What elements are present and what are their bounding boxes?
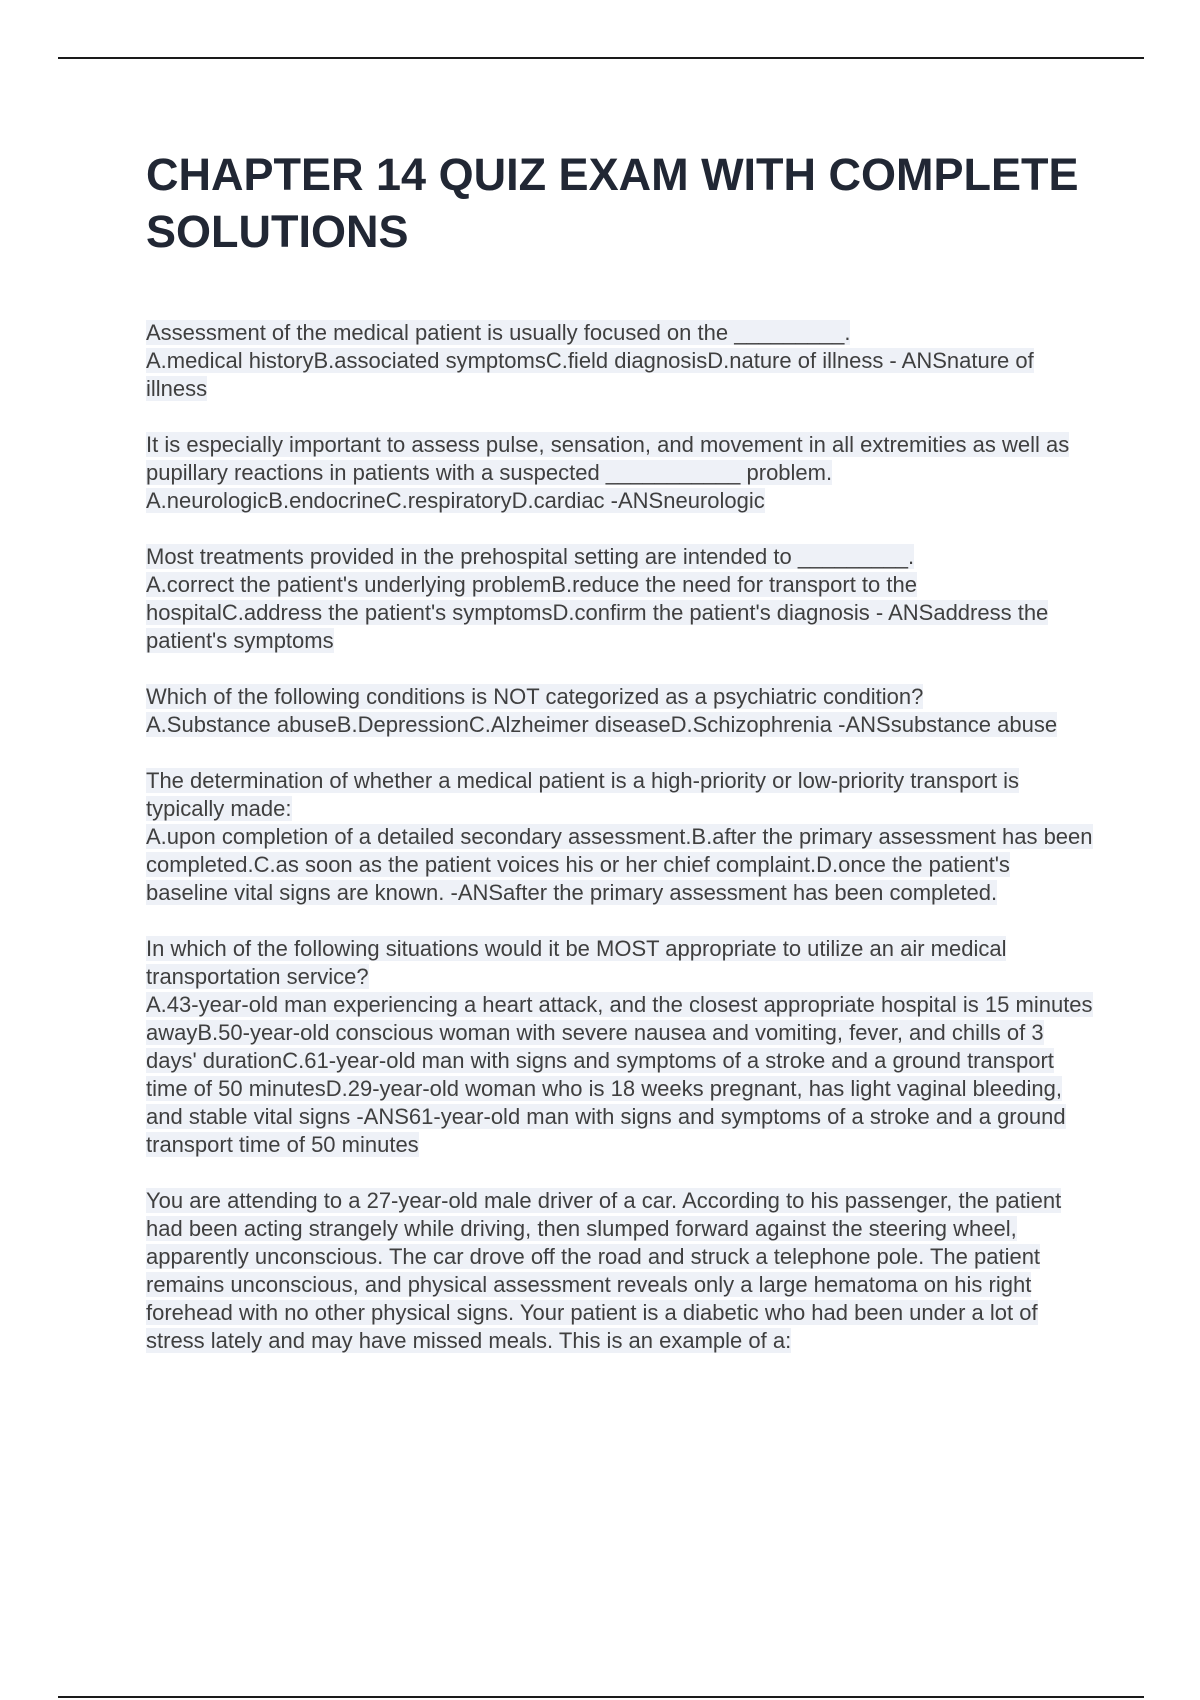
footer-rule bbox=[58, 1696, 1144, 1698]
question-item bbox=[146, 543, 1096, 655]
question-text: You are attending to a 27-year-old male driver of a car. According to his passenger, the patient had been acting strangely while driving, then slumped forward against the steering wheel, apparently unconscious. The car drove off the road and struck a telephone pole. The patient remains unconscious, and physical assessment reveals only a large hematoma on his right forehead with no other physical signs. Your patient is a diabetic who had been under a lot of stress lately and may have missed meals. This is an example of a: bbox=[146, 1188, 1062, 1353]
answer-text: A.correct the patient's underlying problemB.reduce the need for transport to the hospitalC.address the patient's symptomsD.confirm the patient's diagnosis - ANSaddress the patient's symptoms bbox=[146, 572, 1049, 653]
question-item bbox=[146, 1187, 1096, 1355]
page-title: CHAPTER 14 QUIZ EXAM WITH COMPLETE SOLUTIONS bbox=[146, 149, 1079, 257]
question-item bbox=[146, 767, 1096, 907]
question-text: Which of the following conditions is NOT categorized as a psychiatric condition? bbox=[146, 684, 924, 709]
question-text: Most treatments provided in the prehospital setting are intended to _________. bbox=[146, 544, 915, 569]
question-text: It is especially important to assess pulse, sensation, and movement in all extremities as well as pupillary reactions in patients with a suspected ___________ problem. bbox=[146, 432, 1070, 485]
question-list bbox=[146, 319, 1096, 1355]
answer-text: A.neurologicB.endocrineC.respiratoryD.cardiac -ANSneurologic bbox=[146, 488, 765, 513]
answer-text: A.medical historyB.associated symptomsC.field diagnosisD.nature of illness - ANSnature of illness bbox=[146, 348, 1034, 401]
question-item bbox=[146, 935, 1096, 1159]
question-item bbox=[146, 683, 1096, 739]
answer-text: A.Substance abuseB.DepressionC.Alzheimer diseaseD.Schizophrenia -ANSsubstance abuse bbox=[146, 712, 1058, 737]
question-item bbox=[146, 319, 1096, 403]
question-text: Assessment of the medical patient is usually focused on the _________. bbox=[146, 320, 851, 345]
question-text: In which of the following situations would it be MOST appropriate to utilize an air medical transportation service? bbox=[146, 936, 1007, 989]
question-text: The determination of whether a medical patient is a high-priority or low-priority transport is typically made: bbox=[146, 768, 1020, 821]
answer-text: A.43-year-old man experiencing a heart attack, and the closest appropriate hospital is 15 minutes awayB.50-year-old conscious woman with severe nausea and vomiting, fever, and chills of 3 days' durationC.61-year-old man with signs and symptoms of a stroke and a ground transport time of 50 minutesD.29-year-old woman who is 18 weeks pregnant, has light vaginal bleeding, and stable vital signs -ANS61-year-old man with signs and symptoms of a stroke and a ground transport time of 50 minutes bbox=[146, 992, 1093, 1157]
header-rule bbox=[58, 57, 1144, 59]
question-item bbox=[146, 431, 1096, 515]
answer-text: A.upon completion of a detailed secondary assessment.B.after the primary assessment has been completed.C.as soon as the patient voices his or her chief complaint.D.once the patient's baseline vital signs are known. -ANSafter the primary assessment has been completed. bbox=[146, 824, 1093, 905]
document-body bbox=[146, 146, 1096, 1383]
